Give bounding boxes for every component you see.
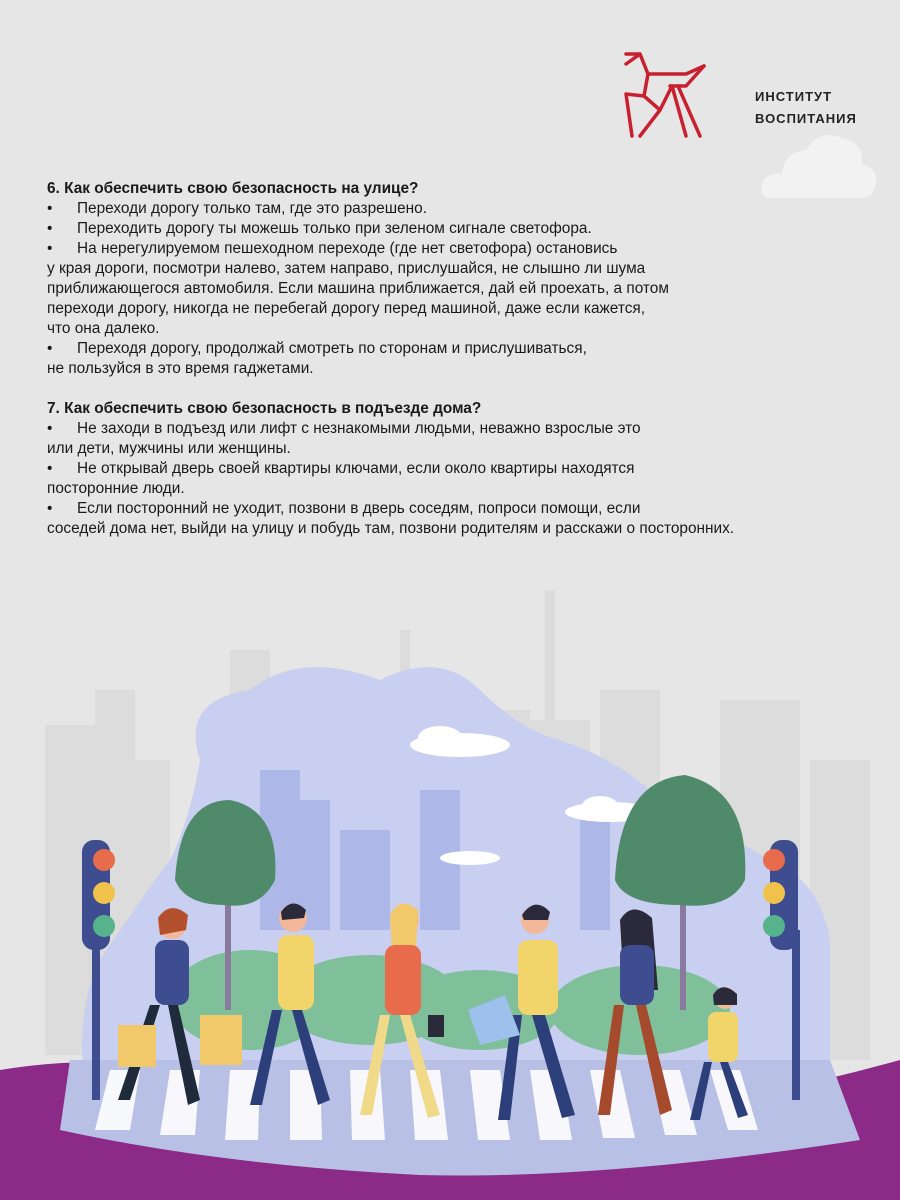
logo-line-1: ИНСТИТУТ	[755, 89, 833, 104]
section-title: 6. Как обеспечить свою безопасность на улице?	[47, 180, 419, 197]
section-title: 7. Как обеспечить свою безопасность в подъезде дома?	[47, 400, 482, 417]
logo-line-2: ВОСПИТАНИЯ	[755, 111, 857, 126]
list-item: • Не открывай дверь своей квартиры ключами, если около квартиры находятся посторонние люди.	[47, 460, 635, 497]
list-item: • Переходи дорогу только там, где это разрешено.	[47, 200, 427, 217]
section-street	[47, 179, 892, 379]
list-item: • Если посторонний не уходит, позвони в дверь соседям, попроси помощи, если соседей дома нет, выйди на улицу и побудь там, позвони родителям и расскажи о посторонних.	[47, 500, 735, 537]
red-horse-logo-icon	[620, 50, 708, 140]
section-entrance	[47, 399, 892, 539]
safety-text	[47, 179, 892, 539]
list-item: • Переходить дорогу ты можешь только при зеленом сигнале светофора.	[47, 220, 592, 237]
list-item: • На нерегулируемом пешеходном переходе (где нет светофора) остановись у края дороги, посмотри налево, затем направо, прислушайся, не слышно ли шума приближающегося автомобиля. Если машина приближается, дай ей проехать, а потом переходи дорогу, никогда не перебегай дорогу перед машиной, даже если кажется, что она далеко.	[47, 240, 669, 337]
list-item: • Переходя дорогу, продолжай смотреть по сторонам и прислушиваться, не пользуйся в это время гаджетами.	[47, 340, 587, 377]
logo-text	[755, 86, 857, 130]
crosswalk-illustration	[0, 560, 900, 1200]
list-item: • Не заходи в подъезд или лифт с незнакомыми людьми, неважно взрослые это или дети, мужчины или женщины.	[47, 420, 641, 457]
